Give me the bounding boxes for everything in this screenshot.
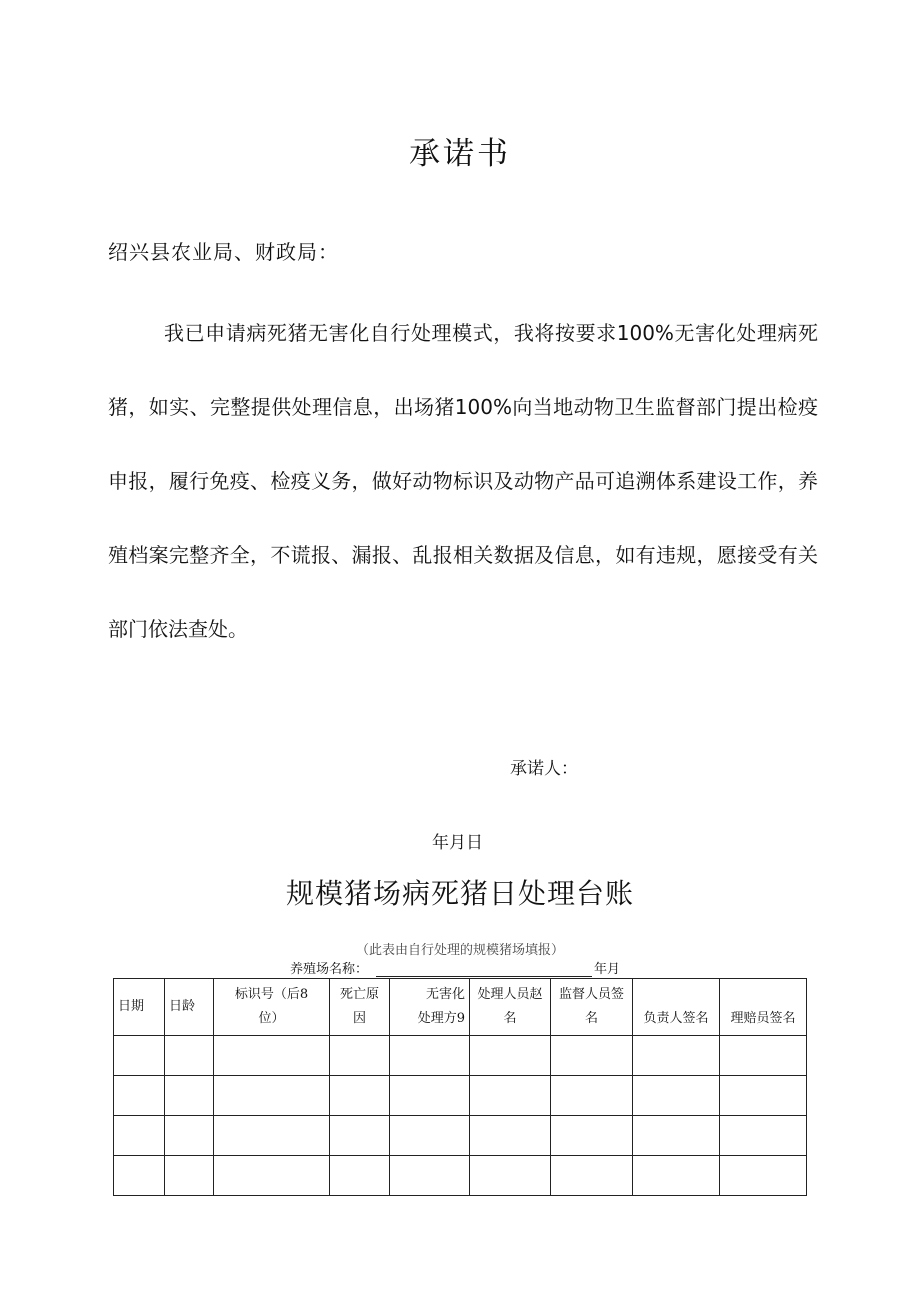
header-tag-number xyxy=(214,979,330,1036)
table-cell[interactable] xyxy=(114,1076,165,1116)
header-disposal-method xyxy=(390,979,470,1036)
table-cell[interactable] xyxy=(330,1076,390,1116)
header-handler-signature-line1: 处理人员赵 xyxy=(477,987,543,1002)
table-row xyxy=(114,1036,807,1076)
table-cell[interactable] xyxy=(165,1036,214,1076)
date-label: 年月日 xyxy=(432,833,483,853)
table-cell[interactable] xyxy=(390,1036,470,1076)
table-cell[interactable] xyxy=(720,1116,807,1156)
table-row xyxy=(114,1116,807,1156)
table-cell[interactable] xyxy=(551,1156,633,1196)
header-manager-signature-text: 负责人签名 xyxy=(643,1011,709,1026)
farm-name-blank[interactable] xyxy=(376,962,592,977)
header-age xyxy=(165,979,214,1036)
salutation: 绍兴县农业局、财政局： xyxy=(108,240,339,264)
farm-name-label: 养殖场名称： xyxy=(290,962,369,977)
table-cell[interactable] xyxy=(470,1076,551,1116)
table-cell[interactable] xyxy=(214,1156,330,1196)
table-row xyxy=(114,1156,807,1196)
table-cell[interactable] xyxy=(165,1116,214,1156)
header-manager-signature xyxy=(633,979,720,1036)
table-cell[interactable] xyxy=(633,1036,720,1076)
header-handler-signature xyxy=(470,979,551,1036)
table-cell[interactable] xyxy=(214,1076,330,1116)
header-supervisor-signature-line1: 监督人员签 xyxy=(558,987,624,1002)
table-cell[interactable] xyxy=(114,1036,165,1076)
table-cell[interactable] xyxy=(390,1076,470,1116)
header-supervisor-signature xyxy=(551,979,633,1036)
table-row xyxy=(114,1076,807,1116)
header-handler-signature-line2: 名 xyxy=(503,1011,517,1026)
table-cell[interactable] xyxy=(551,1116,633,1156)
commitment-body: 我已申请病死猪无害化自行处理模式，我将按要求100%无害化处理病死猪，如实、完整提供处理信息，出场猪100%向当地动物卫生监督部门提出检疫申报，履行免疫、检疫义务，做好动物标识及动物产品可追溯体系建设工作，养殖档案完整齐全，不谎报、漏报、乱报相关数据及信息，如有违规，愿接受有关部门依法查处。 xyxy=(108,321,818,641)
month-label: 年月 xyxy=(594,962,621,977)
commitment-title: 承诺书 xyxy=(409,136,511,172)
table-cell[interactable] xyxy=(330,1116,390,1156)
table-cell[interactable] xyxy=(390,1116,470,1156)
table-cell[interactable] xyxy=(214,1036,330,1076)
ledger-table xyxy=(113,978,807,1196)
table-cell[interactable] xyxy=(330,1036,390,1076)
table-cell[interactable] xyxy=(720,1036,807,1076)
table-cell[interactable] xyxy=(114,1116,165,1156)
farm-name-line xyxy=(290,958,620,977)
table-cell[interactable] xyxy=(720,1156,807,1196)
header-death-cause xyxy=(330,979,390,1036)
header-disposal-method-line2: 处理方9 xyxy=(417,1011,465,1026)
table-cell[interactable] xyxy=(470,1156,551,1196)
header-tag-number-line1: 标识号（后8 xyxy=(234,987,309,1002)
ledger-title: 规模猪场病死猪日处理台账 xyxy=(285,877,634,910)
header-adjuster-signature-text: 理赔员签名 xyxy=(730,1011,796,1026)
table-cell[interactable] xyxy=(165,1076,214,1116)
ledger-header-row xyxy=(114,979,807,1036)
ledger-body xyxy=(114,1036,807,1196)
ledger-note: （此表由自行处理的规模猪场填报） xyxy=(355,943,564,958)
table-cell[interactable] xyxy=(390,1156,470,1196)
header-death-cause-line1: 死亡原 xyxy=(339,987,379,1002)
header-age-text: 日龄 xyxy=(169,999,196,1014)
table-cell[interactable] xyxy=(633,1116,720,1156)
header-date-text: 日期 xyxy=(118,999,145,1014)
table-cell[interactable] xyxy=(551,1076,633,1116)
header-adjuster-signature xyxy=(720,979,807,1036)
table-cell[interactable] xyxy=(551,1036,633,1076)
table-cell[interactable] xyxy=(470,1036,551,1076)
header-disposal-method-line1: 无害化 xyxy=(425,987,465,1002)
table-cell[interactable] xyxy=(470,1116,551,1156)
header-tag-number-line2: 位） xyxy=(258,1011,285,1026)
signer-label: 承诺人： xyxy=(510,759,578,779)
table-cell[interactable] xyxy=(330,1156,390,1196)
table-cell[interactable] xyxy=(165,1156,214,1196)
table-cell[interactable] xyxy=(214,1116,330,1156)
table-cell[interactable] xyxy=(633,1156,720,1196)
header-death-cause-line2: 因 xyxy=(352,1011,366,1026)
table-cell[interactable] xyxy=(114,1156,165,1196)
table-cell[interactable] xyxy=(633,1076,720,1116)
header-supervisor-signature-line2: 名 xyxy=(584,1011,598,1026)
header-date xyxy=(114,979,165,1036)
table-cell[interactable] xyxy=(720,1076,807,1116)
